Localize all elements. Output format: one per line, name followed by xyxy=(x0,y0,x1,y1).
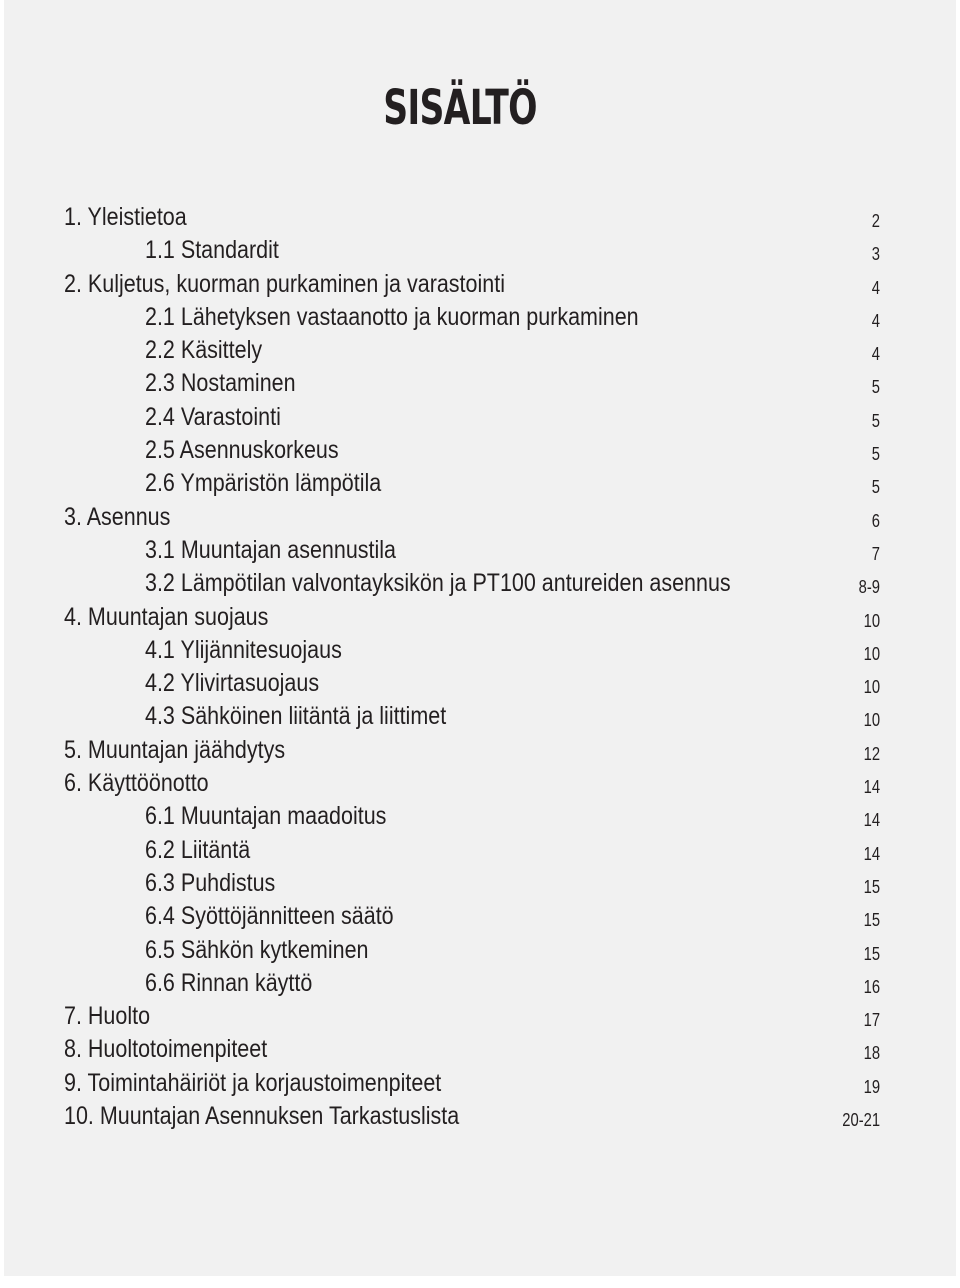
toc-entry xyxy=(64,967,880,1000)
toc-page-number: 4 xyxy=(871,310,880,331)
toc-entry xyxy=(64,1033,880,1066)
toc-page-number: 10 xyxy=(863,710,880,731)
toc-page-number: 6 xyxy=(871,510,880,531)
toc-entry xyxy=(64,301,880,334)
toc-page-number: 5 xyxy=(871,410,880,431)
toc-entry-label: 6.6 Rinnan käyttö xyxy=(145,968,313,997)
toc-page-number: 7 xyxy=(871,543,880,564)
toc-page-number: 8-9 xyxy=(858,577,880,598)
toc-page-number: 5 xyxy=(871,444,880,465)
toc-page-number: 14 xyxy=(863,843,880,864)
toc-page-number: 3 xyxy=(871,244,880,265)
toc-entry xyxy=(64,834,880,867)
toc-page-number: 5 xyxy=(871,377,880,398)
toc-entry-label: 2.2 Käsittely xyxy=(145,336,263,365)
toc-entry-label: 2. Kuljetus, kuorman purkaminen ja varastointi xyxy=(64,269,505,298)
toc-entry xyxy=(64,601,880,634)
toc-entry xyxy=(64,434,880,467)
toc-entry-label: 10. Muuntajan Asennuksen Tarkastuslista xyxy=(64,1102,460,1131)
toc-page-number: 20-21 xyxy=(842,1110,880,1131)
toc-entry-label: 2.3 Nostaminen xyxy=(145,369,296,398)
toc-entry-label: 6.2 Liitäntä xyxy=(145,835,251,864)
toc-entry xyxy=(64,634,880,667)
toc-entry-label: 2.5 Asennuskorkeus xyxy=(145,436,339,465)
toc-entry-label: 3.1 Muuntajan asennustila xyxy=(145,535,397,564)
toc-entry-label: 6.5 Sähkön kytkeminen xyxy=(145,935,369,964)
toc-entry-label: 7. Huolto xyxy=(64,1002,151,1031)
toc-entry xyxy=(64,367,880,400)
toc-entry-label: 6.3 Puhdistus xyxy=(145,868,276,897)
toc-entry xyxy=(64,1000,880,1033)
toc-entry xyxy=(64,401,880,434)
toc-page-number: 19 xyxy=(863,1076,880,1097)
toc-entry-label: 1.1 Standardit xyxy=(145,236,279,265)
page-title: SISÄLTÖ xyxy=(383,80,537,136)
toc-page-number: 17 xyxy=(863,1010,880,1031)
document-page xyxy=(4,0,956,1276)
toc-page-number: 10 xyxy=(863,677,880,698)
toc-entry-label: 5. Muuntajan jäähdytys xyxy=(64,735,286,764)
toc-entry xyxy=(64,734,880,767)
toc-entry xyxy=(64,567,880,600)
toc-entry xyxy=(64,534,880,567)
toc-entry xyxy=(64,334,880,367)
toc-entry xyxy=(64,268,880,301)
toc-page-number: 12 xyxy=(863,743,880,764)
toc-page-number: 15 xyxy=(863,876,880,897)
table-of-contents xyxy=(64,201,880,1133)
toc-page-number: 14 xyxy=(863,810,880,831)
toc-entry xyxy=(64,800,880,833)
toc-entry xyxy=(64,934,880,967)
toc-entry xyxy=(64,501,880,534)
toc-entry-label: 3. Asennus xyxy=(64,502,171,531)
toc-page-number: 14 xyxy=(863,777,880,798)
toc-entry-label: 4.2 Ylivirtasuojaus xyxy=(145,669,320,698)
toc-page-number: 5 xyxy=(871,477,880,498)
toc-entry xyxy=(64,1067,880,1100)
toc-page-number: 10 xyxy=(863,643,880,664)
toc-entry xyxy=(64,867,880,900)
toc-page-number: 4 xyxy=(871,344,880,365)
toc-entry xyxy=(64,767,880,800)
toc-entry-label: 4.1 Ylijännitesuojaus xyxy=(145,635,342,664)
toc-page-number: 18 xyxy=(863,1043,880,1064)
toc-entry-label: 2.1 Lähetyksen vastaanotto ja kuorman purkaminen xyxy=(145,302,639,331)
toc-entry-label: 8. Huoltotoimenpiteet xyxy=(64,1035,268,1064)
toc-entry xyxy=(64,467,880,500)
toc-entry-label: 4. Muuntajan suojaus xyxy=(64,602,269,631)
toc-page-number: 15 xyxy=(863,910,880,931)
toc-page-number: 10 xyxy=(863,610,880,631)
toc-entry xyxy=(64,667,880,700)
toc-entry xyxy=(64,700,880,733)
toc-page-number: 16 xyxy=(863,976,880,997)
toc-entry-label: 9. Toimintahäiriöt ja korjaustoimenpiteet xyxy=(64,1068,442,1097)
toc-page-number: 4 xyxy=(871,277,880,298)
toc-entry-label: 4.3 Sähköinen liitäntä ja liittimet xyxy=(145,702,447,731)
toc-entry xyxy=(64,1100,880,1133)
toc-entry xyxy=(64,201,880,234)
toc-entry-label: 6.4 Syöttöjännitteen säätö xyxy=(145,902,394,931)
toc-entry xyxy=(64,900,880,933)
toc-entry-label: 6.1 Muuntajan maadoitus xyxy=(145,802,387,831)
toc-entry-label: 2.4 Varastointi xyxy=(145,402,281,431)
toc-page-number: 15 xyxy=(863,943,880,964)
toc-entry-label: 6. Käyttöönotto xyxy=(64,769,209,798)
toc-entry xyxy=(64,234,880,267)
toc-entry-label: 3.2 Lämpötilan valvontayksikön ja PT100 antureiden asennus xyxy=(145,569,731,598)
toc-entry-label: 1. Yleistietoa xyxy=(64,203,187,231)
toc-page-number: 2 xyxy=(871,211,880,231)
toc-entry-label: 2.6 Ympäristön lämpötila xyxy=(145,469,382,498)
